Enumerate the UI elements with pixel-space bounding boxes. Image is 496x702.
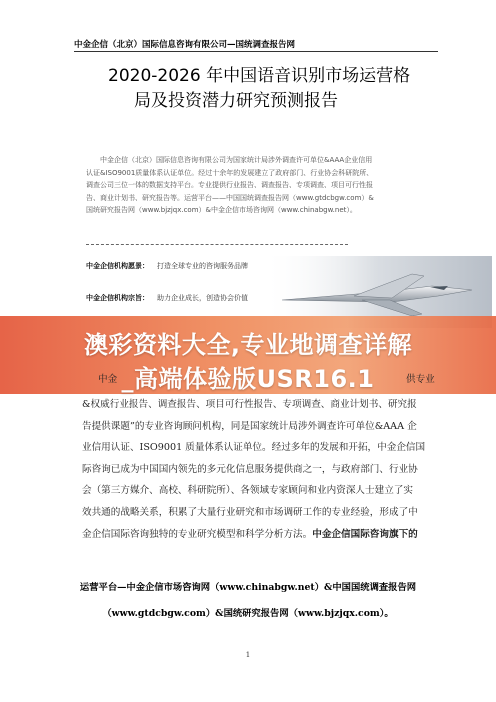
body-line (82, 524, 434, 546)
intro-line: 中金企信（北京）国际信息咨询有限公司为国家统计局涉外调查许可单位&AAA企业信用 (100, 156, 373, 164)
intro-paragraph (86, 154, 426, 217)
body-line: 告提供课题”的专业咨询顾问机构，同是国家统计局涉外调查许可单位&AAA 企 (82, 420, 417, 432)
mission-value: 助力企业成长，创造协会价值 (157, 294, 248, 302)
body-line: &权威行业报告、调查报告、项目可行性报告、专项调查、商业计划书、研究报 (82, 399, 417, 410)
dashed-divider (86, 244, 348, 245)
intro-line: 认证&ISO9001质量体系认证单位。经过十余年的发展建立了政府部门、行业协会科研院所、 (86, 168, 374, 177)
intro-line: 国统研究报告网（www.bjzjqx.com）&中金企信市场咨询网（www.chinabgw.net）。 (86, 206, 357, 214)
vision-row (86, 261, 248, 271)
page-number: 1 (245, 651, 251, 659)
body-bold-tail: 中金企信国际咨询旗下的 (312, 528, 418, 540)
mission-row (86, 293, 248, 303)
title-line-1: 2020-2026 年中国语音识别市场运营格 (108, 66, 411, 86)
body-paragraph (82, 394, 434, 545)
platform-line-2: （www.gtdcbgw.com）&国统研究报告网（www.bjzjqx.com）。 (102, 608, 394, 619)
platform-line-1: 运营平台—中金企信市场咨询网（www.chinabgw.net）&中国国统调查报告网 (79, 582, 417, 593)
vision-key: 中金企信机构愿景： (86, 262, 149, 270)
promo-banner-line-2: _高端体验版USR16.1 (121, 365, 375, 393)
report-title (108, 64, 448, 114)
intro-line: 调查公司三位一体的数据支持平台。专业提供行业报告、调查报告、专项调查、项目可行性报 (86, 181, 373, 189)
intro-line: 告、商业计划书、研究报告等。运营平台——中国国统调查报告网（www.gtdcbgw.com）& (86, 193, 374, 202)
header-company-line: 中金企信（北京）国际信息咨询有限公司—国统调查报告网 (74, 40, 296, 50)
vision-value: 打造全球专业的咨询服务品牌 (157, 262, 248, 270)
body-line: 效共通的战略关系，积累了大量行业研究和市场调研工作的专业经验，形成了中 (82, 506, 418, 518)
promo-banner-line-1: 澳彩资料大全,专业地调查详解 (83, 331, 413, 359)
body-line: 际咨询已成为中国国内领先的多元化信息服务提供商之一，与政府部门、行业协 (82, 463, 418, 475)
header-rule (74, 51, 438, 52)
body-fragment-left: 中金 (98, 374, 118, 385)
body-line-last: 金企信国际咨询独特的专业研究模型和科学分析方法。 (82, 528, 313, 540)
body-line: 业信用认证、ISO9001 质量体系认证单位。经过多年的发展和开拓，中金企信国 (82, 442, 426, 454)
body-line: 会（第三方媒介、高校、科研院所）、各领域专家顾问和业内资深人士建立了实 (82, 485, 413, 497)
mission-key: 中金企信机构宗旨： (86, 294, 149, 302)
body-fragment-right: 供专业 (406, 374, 435, 385)
title-line-2: 局及投资潜力研究预测报告 (134, 91, 338, 111)
